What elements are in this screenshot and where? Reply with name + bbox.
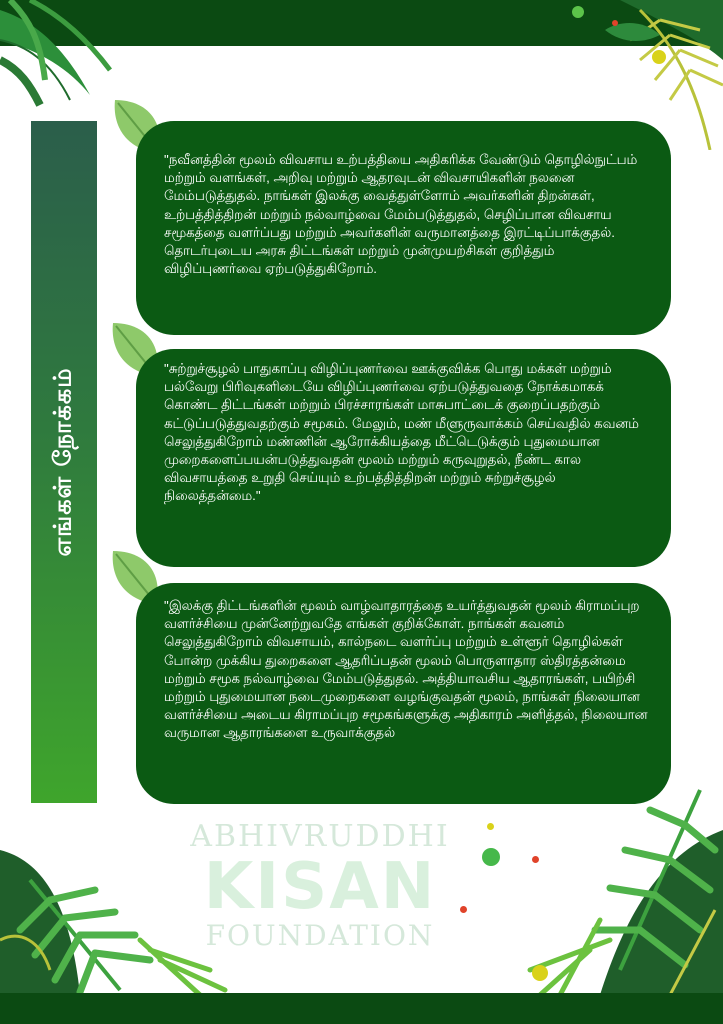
palm-leaf-top-left-icon bbox=[0, 0, 130, 110]
objective-card-1 bbox=[136, 121, 671, 335]
side-banner-title: எங்கள் நோக்கம் bbox=[48, 367, 77, 557]
palm-leaf-bottom-left-icon bbox=[0, 820, 230, 995]
green-dot-icon bbox=[482, 848, 500, 866]
yellow-dot-icon bbox=[487, 823, 494, 830]
watermark-line-2: KISAN bbox=[203, 850, 437, 924]
objective-card-2 bbox=[136, 349, 671, 567]
watermark-line-1: ABHIVRUDDHI bbox=[190, 819, 450, 854]
yellow-dot-icon bbox=[532, 965, 548, 981]
objective-text-1: "நவீனத்தின் மூலம் விவசாய உற்பத்தியை அதிகரிக்க வேண்டும் தொழில்நுட்பம் மற்றும் வளங்கள், அறிவு மற்றும் ஆதரவுடன் விவசாயிகளின் நலனை மேம்படுத்துதல். நாங்கள் இலக்கு வைத்துள்ளோம் அவர்களின் திறன்கள், உற்பத்தித்திறன் மற்றும் நல்வாழ்வை மேம்படுத்துதல், செழிப்பான விவசாய சமூகத்தை வளர்ப்பது மற்றும் அவர்களின் வருமானத்தை இரட்டிப்பாக்குதல். தொடர்புடைய அரசு திட்டங்கள் மற்றும் முன்முயற்சிகள் குறித்தும் விழிப்புணர்வை ஏற்படுத்துகிறோம். bbox=[164, 152, 638, 277]
watermark-line-3: FOUNDATION bbox=[205, 919, 435, 952]
red-dot-icon bbox=[612, 20, 618, 26]
objective-text-3: "இலக்கு திட்டங்களின் மூலம் வாழ்வாதாரத்தை உயர்த்துவதன் மூலம் கிராமப்புற வளர்ச்சியை முன்னேற்றுவதே எங்கள் குறிக்கோள். நாங்கள் கவனம் செலுத்துகிறோம் விவசாயம், கால்நடை வளர்ப்பு மற்றும் உள்ளூர் தொழில்கள் போன்ற முக்கிய துறைகளை ஆதரிப்பதன் மூலம் பொருளாதார ஸ்திரத்தன்மை மற்றும் சமூக நல்வாழ்வை மேம்படுத்துதல். அத்தியாவசிய ஆதாரங்கள், பயிற்சி மற்றும் புதுமையான நடைமுறைகளை வழங்குவதன் மூலம், நாங்கள் நிலையான வளர்ச்சியை அடைய கிராமப்புற சமூகங்களுக்கு அதிகாரம் அளித்தல், நிலையான வருமான ஆதாரங்களை உருவாக்குதல் bbox=[164, 598, 648, 741]
palm-leaf-bottom-right-icon bbox=[500, 770, 723, 995]
red-dot-icon bbox=[460, 906, 467, 913]
side-banner bbox=[31, 121, 97, 803]
yellow-dot-icon bbox=[652, 50, 666, 64]
objective-text-2: "சுற்றுச்சூழல் பாதுகாப்பு விழிப்புணர்வை ஊக்குவிக்க பொது மக்கள் மற்றும் பல்வேறு பிரிவுகளிடையே விழிப்புணர்வை ஏற்படுத்துவதை நோக்கமாகக் கொண்ட திட்டங்கள் மற்றும் பிரச்சாரங்கள் மாசுபாட்டைக் குறைப்பதற்கும் கட்டுப்படுத்துவதற்கும் சமூகம். மேலும், மண் மீளுருவாக்கம் செய்வதில் கவனம் செலுத்துகிறோம் மண்ணின் ஆரோக்கியத்தை மீட்டெடுக்கும் புதுமையான முறைகளைப்பயன்படுத்துவதன் மூலம் மற்றும் கருவுறுதல், நீண்ட கால விவசாயத்தை உறுதி செய்யும் உற்பத்தித்திறன் மற்றும் சுற்றுச்சூழல் நிலைத்தன்மை." bbox=[164, 361, 639, 504]
bottom-bar bbox=[0, 993, 723, 1024]
red-dot-icon bbox=[532, 856, 539, 863]
green-dot-icon bbox=[572, 6, 584, 18]
